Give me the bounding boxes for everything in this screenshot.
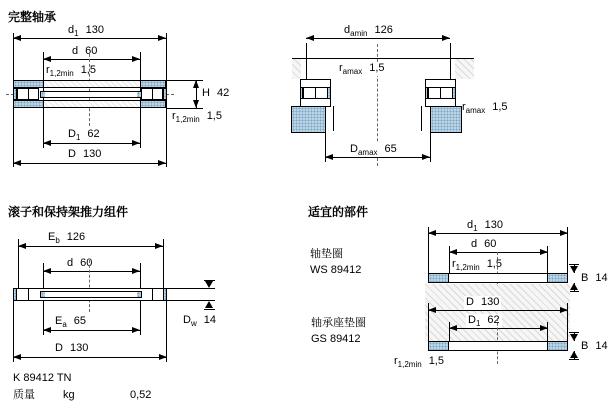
- dim-ramax-side-label: [462, 101, 508, 115]
- dim-sub: 1: [475, 319, 481, 329]
- dim-sym: r: [452, 258, 456, 270]
- dim-D-label: [464, 296, 501, 310]
- dim-D-line: [428, 310, 568, 311]
- dim-sub: w: [190, 319, 197, 329]
- section-title-complete-bearing: 完整轴承: [8, 10, 57, 24]
- shaft-washer-material-right: [547, 273, 568, 283]
- shaft-washer-designation: WS 89412: [310, 264, 362, 276]
- dim-val: 126: [66, 231, 86, 243]
- extension-line: [567, 303, 568, 341]
- dim-val: 1,5: [428, 355, 444, 367]
- shaft-lower-edge-right: [421, 106, 422, 131]
- dim-sym: D: [350, 143, 358, 155]
- dim-D-line: [13, 357, 167, 358]
- dim-Ea-line: [43, 330, 140, 331]
- dim-H-line: [196, 80, 197, 108]
- dim-sym: B: [581, 340, 589, 352]
- housing-washer-designation: GS 89412: [311, 333, 361, 345]
- top-washer-section-left: [13, 80, 44, 88]
- shaft-washer-material-left: [428, 273, 449, 283]
- dim-val: 130: [480, 296, 500, 308]
- arrow-down: [205, 281, 213, 288]
- dim-sym: D: [468, 314, 476, 326]
- dim-val: 130: [69, 342, 89, 354]
- dim-sub: amax: [465, 106, 486, 116]
- dim-sub: 1,2min: [397, 360, 422, 370]
- housing-washer-material-left: [428, 341, 449, 351]
- arrow-stub-bar: [569, 291, 579, 292]
- dim-sym: D: [68, 148, 76, 160]
- housing-block-right: [430, 106, 462, 133]
- extension-line: [449, 246, 450, 273]
- extension-line: [166, 301, 167, 362]
- extension-line: [428, 227, 429, 273]
- dim-d1-line: [13, 38, 166, 39]
- extension-line: [43, 301, 44, 335]
- cage-band: [40, 91, 142, 98]
- dim-d1-label: [467, 219, 503, 233]
- centerline: [89, 54, 90, 126]
- dim-val: 60: [85, 45, 98, 57]
- shaft-lower-edge-left: [333, 106, 334, 131]
- dim-sym: D: [68, 128, 76, 140]
- dim-d-label: [471, 238, 496, 252]
- cage-roller-tick-right: [137, 292, 141, 297]
- dim-sym: r: [339, 62, 343, 74]
- dim-sym: r: [46, 64, 50, 76]
- dim-Dw-label: [183, 314, 216, 328]
- extension-line: [163, 239, 164, 288]
- extension-line: [13, 301, 14, 362]
- dim-r12-side-label: [172, 110, 222, 124]
- dim-D-line: [13, 163, 166, 164]
- dim-d-label: [72, 45, 97, 59]
- dim-val: 1,5: [206, 110, 222, 122]
- dim-sub: amax: [357, 148, 378, 158]
- shaft-washer-label: 轴垫圈: [310, 248, 343, 260]
- dim-sym: d: [467, 219, 474, 231]
- arrow-stub-bar: [569, 359, 579, 360]
- dim-sub: amin: [350, 29, 368, 39]
- dim-Damax-label: [348, 143, 399, 157]
- dim-B-label: [581, 340, 608, 354]
- dim-sym: d: [72, 45, 79, 57]
- roller-end-left: [13, 288, 17, 301]
- dim-sub: a: [62, 320, 67, 330]
- dim-damin-label: [344, 24, 393, 38]
- extension-line: [140, 301, 141, 335]
- dim-val: 1,5: [492, 101, 508, 113]
- dim-val: 130: [82, 148, 102, 160]
- cage-band: [40, 291, 142, 298]
- top-washer-section-right: [140, 80, 166, 88]
- extension-line: [43, 263, 44, 288]
- dim-Eb-label: [48, 231, 85, 245]
- dim-D1-label: [68, 128, 100, 142]
- dim-val: 1,5: [369, 62, 385, 74]
- roller-divider: [152, 88, 153, 100]
- dim-d-line: [449, 252, 548, 253]
- shoulder-hatch-right: [455, 59, 474, 79]
- roller-divider: [28, 88, 29, 100]
- section-title-assembly: 滚子和保持架推力组件: [8, 205, 129, 219]
- dim-sub: 1,2min: [175, 115, 200, 125]
- dim-val: 130: [484, 219, 503, 231]
- housing-washer-material-right: [547, 341, 568, 351]
- dim-sym: d: [67, 257, 74, 269]
- extension-line: [547, 246, 548, 273]
- shaft-edge-right: [450, 43, 451, 79]
- dim-sym: D: [466, 296, 474, 308]
- arrow-down: [570, 266, 578, 273]
- bearing-designation: K 89412 TN: [13, 372, 72, 384]
- section-title-parts: 适宜的部件: [308, 205, 369, 219]
- dim-val: 14: [595, 272, 608, 284]
- dim-Damax-line: [325, 157, 430, 158]
- shaft-edge-left: [306, 43, 307, 79]
- extension-line: [167, 108, 203, 109]
- dim-sym: D: [183, 314, 191, 326]
- roller-tail-top: [167, 288, 215, 289]
- dim-D-label: [55, 342, 88, 356]
- dim-sym: r: [394, 355, 398, 367]
- roller-end-right: [163, 88, 167, 100]
- extension-line: [567, 227, 568, 273]
- roller-divider: [152, 288, 153, 301]
- dim-H-label: [202, 87, 229, 101]
- dim-d1-label: [68, 24, 104, 38]
- cage-roller-tick-left: [41, 92, 45, 97]
- dim-D1-line: [43, 143, 140, 144]
- dim-sub: b: [55, 236, 60, 246]
- dim-sub: 1: [473, 224, 478, 234]
- dim-sym: H: [202, 87, 210, 99]
- dim-r12-label: [394, 355, 444, 369]
- mass-value: 0,52: [130, 389, 152, 401]
- housing-block-left: [291, 106, 326, 133]
- dim-sub: 1: [74, 29, 79, 39]
- dim-val: 14: [203, 314, 216, 326]
- dim-sym: r: [462, 101, 466, 113]
- extension-line: [140, 263, 141, 288]
- arrow-stub-bar: [204, 309, 215, 310]
- dim-sym: d: [344, 24, 351, 36]
- dim-val: 62: [87, 128, 100, 140]
- bottom-washer-section-left: [13, 100, 44, 108]
- dim-sym: B: [581, 272, 589, 284]
- dim-sub: amax: [342, 67, 363, 77]
- extension-line: [547, 322, 548, 341]
- dim-sym: d: [471, 238, 478, 250]
- extension-line: [18, 239, 19, 288]
- dim-val: 1,5: [486, 258, 502, 270]
- dim-val: 126: [374, 24, 393, 36]
- dim-damin-line: [306, 38, 450, 39]
- dim-ramax-top-label: [337, 62, 387, 76]
- dim-val: 60: [80, 257, 93, 269]
- dim-Ea-label: [55, 315, 86, 329]
- dim-val: 65: [73, 315, 87, 327]
- extension-line: [430, 133, 431, 162]
- mass-unit: kg: [63, 389, 75, 401]
- dim-val: 1,5: [80, 64, 96, 76]
- dim-val: 42: [216, 87, 230, 99]
- dim-D-label: [68, 148, 101, 162]
- dim-r12-label: [452, 258, 502, 272]
- bottom-washer-section-right: [140, 100, 166, 108]
- dim-val: 60: [484, 238, 497, 250]
- arrow-down: [570, 334, 578, 341]
- dim-val: 62: [487, 314, 500, 326]
- dim-sym: r: [172, 110, 176, 122]
- shoulder-hatch-left: [292, 59, 301, 79]
- extension-line: [449, 322, 450, 341]
- dim-B-label: [581, 272, 608, 286]
- dim-D1-line: [449, 328, 548, 329]
- dim-val: 130: [85, 24, 104, 36]
- dim-val: 65: [384, 143, 397, 155]
- extension-line: [166, 33, 167, 167]
- dim-sym: E: [48, 231, 56, 243]
- cage-roller-tick-left: [41, 292, 45, 297]
- dim-sub: 1,2min: [455, 263, 480, 273]
- dim-sym: d: [68, 24, 75, 36]
- dim-sym: D: [55, 342, 63, 354]
- roller-divider: [28, 288, 29, 301]
- dim-d1-line: [428, 233, 568, 234]
- dim-Eb-line: [18, 246, 163, 247]
- dim-sub: 1,2min: [49, 69, 74, 79]
- arrow-up: [205, 301, 213, 308]
- centerline: [89, 260, 90, 312]
- dim-sym: E: [55, 315, 63, 327]
- dim-sub: 1: [75, 133, 81, 143]
- housing-washer-label: 轴承座垫圈: [311, 317, 366, 329]
- extension-line: [428, 303, 429, 341]
- dim-d-line: [43, 271, 140, 272]
- dim-d-line: [43, 59, 140, 60]
- mass-label: 质量: [13, 389, 35, 401]
- shoulder-line: [292, 58, 474, 59]
- dim-val: 14: [595, 340, 608, 352]
